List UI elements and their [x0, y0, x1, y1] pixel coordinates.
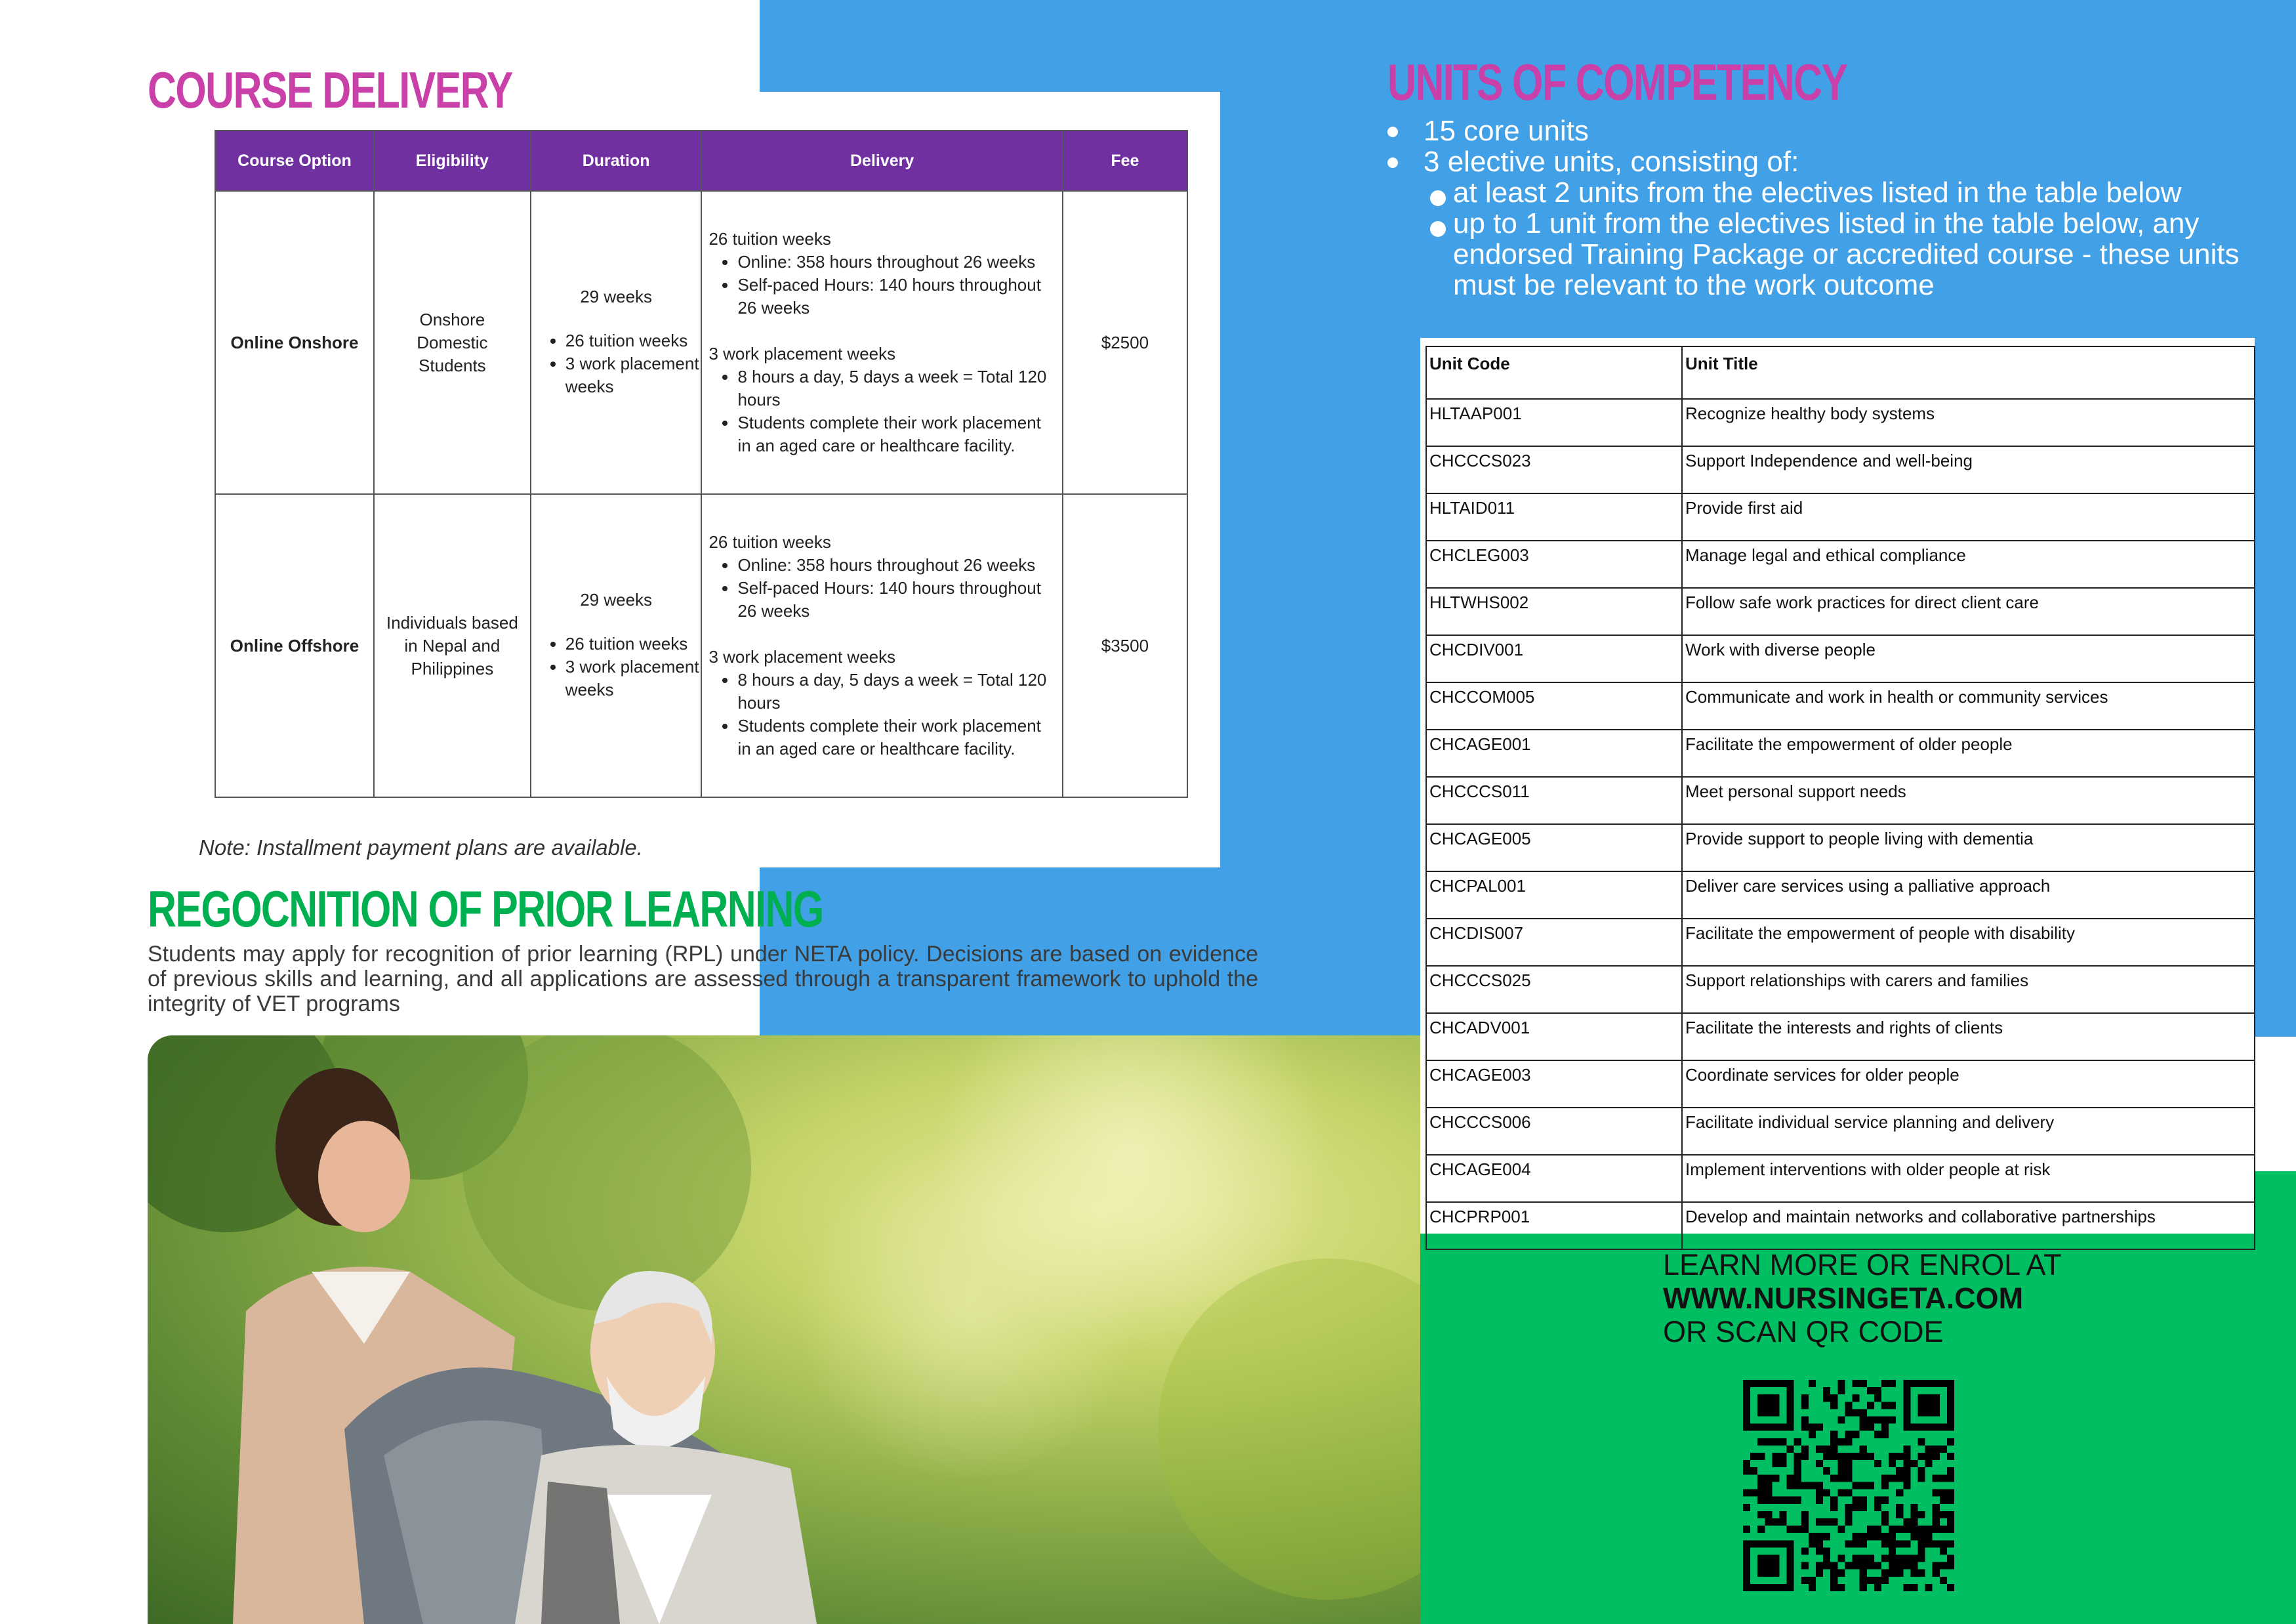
unit-code-cell: CHCLEG003 [1426, 541, 1682, 588]
unit-title-cell: Work with diverse people [1682, 635, 2255, 682]
unit-title-cell: Follow safe work practices for direct client care [1682, 588, 2255, 635]
unit-title-cell: Facilitate the empowerment of people with disability [1682, 919, 2255, 966]
eligibility-cell [374, 191, 531, 494]
table-row [1426, 682, 2255, 730]
duration-total: 29 weeks [580, 287, 653, 306]
unit-code-cell: CHCCCS023 [1426, 446, 1682, 493]
table-row [1426, 824, 2255, 871]
table-row [1426, 635, 2255, 682]
eligibility-text: Onshore Domestic Students [417, 309, 488, 375]
unit-title-cell: Communicate and work in health or community services [1682, 682, 2255, 730]
units-table [1425, 346, 2255, 1250]
unit-title-cell: Meet personal support needs [1682, 777, 2255, 824]
table-row [1426, 1013, 2255, 1060]
rpl-title: REGOCNITION OF PRIOR LEARNING [148, 880, 823, 938]
table-row [1426, 446, 2255, 493]
list-item: • 3 work placement weeks [565, 352, 701, 398]
unit-title-cell: Implement interventions with older people at risk [1682, 1155, 2255, 1202]
unit-code-cell: CHCDIV001 [1426, 635, 1682, 682]
unit-title-cell: Support relationships with carers and families [1682, 966, 2255, 1013]
table-row [1426, 919, 2255, 966]
table-row [1426, 1155, 2255, 1202]
rpl-description: Students may apply for recognition of prior learning (RPL) under NETA policy. Decisions are based on evidence of previous skills and learning, and all applications are assessed through a transparent framework to uphold the integrity of VET programs [148, 942, 1258, 1016]
table-row [1426, 871, 2255, 919]
qr-code-icon[interactable] [1743, 1380, 1954, 1591]
list-item: • 8 hours a day, 5 days a week = Total 120 hours [737, 669, 1055, 715]
eligibility-cell [374, 494, 531, 797]
table-row [1426, 493, 2255, 541]
course-delivery-table [215, 130, 1188, 798]
unit-title-cell: Deliver care services using a palliative approach [1682, 871, 2255, 919]
course-delivery-title: COURSE DELIVERY [148, 61, 512, 119]
list-item: • Online: 358 hours throughout 26 weeks [737, 554, 1055, 577]
unit-title-cell: Provide first aid [1682, 493, 2255, 541]
table-row [1426, 1202, 2255, 1249]
fee-cell: $3500 [1063, 494, 1187, 797]
tuition-list [708, 251, 1055, 320]
unit-title-cell: Facilitate the empowerment of older people [1682, 730, 2255, 777]
unit-code-cell: CHCCOM005 [1426, 682, 1682, 730]
unit-code-cell: CHCCCS006 [1426, 1108, 1682, 1155]
placement-heading: 3 work placement weeks [708, 344, 896, 364]
unit-code-cell: HLTAAP001 [1426, 399, 1682, 446]
installment-note: Note: Installment payment plans are available. [199, 835, 643, 860]
course-delivery-card [148, 92, 1220, 867]
unit-title-cell: Develop and maintain networks and collaborative partnerships [1682, 1202, 2255, 1249]
units-of-competency-title: UNITS OF COMPETENCY [1387, 53, 1847, 111]
list-item: at least 2 units from the electives listed in the table below [1387, 177, 2260, 208]
header-eligibility: Eligibility [374, 131, 531, 191]
table-row [1426, 730, 2255, 777]
unit-title-cell: Support Independence and well-being [1682, 446, 2255, 493]
list-item: • 3 work placement weeks [565, 656, 701, 701]
duration-list [531, 329, 701, 398]
header-unit-title: Unit Title [1682, 346, 2255, 399]
course-option-cell: Online Onshore [215, 191, 374, 494]
table-row [215, 191, 1187, 494]
unit-code-cell: CHCAGE001 [1426, 730, 1682, 777]
list-item: • Self-paced Hours: 140 hours throughout 26 weeks [737, 274, 1055, 320]
header-duration: Duration [531, 131, 702, 191]
header-unit-code: Unit Code [1426, 346, 1682, 399]
website-link[interactable]: WWW.NURSINGETA.COM [1663, 1281, 2024, 1315]
unit-code-cell: CHCAGE004 [1426, 1155, 1682, 1202]
unit-title-cell: Recognize healthy body systems [1682, 399, 2255, 446]
list-item: 15 core units [1387, 115, 2260, 146]
table-row [1426, 777, 2255, 824]
unit-code-cell: CHCCCS025 [1426, 966, 1682, 1013]
unit-title-cell: Facilitate individual service planning and delivery [1682, 1108, 2255, 1155]
tuition-heading: 26 tuition weeks [708, 532, 831, 552]
unit-code-cell: CHCAGE005 [1426, 824, 1682, 871]
list-item: • Students complete their work placement in an aged care or healthcare facility. [737, 411, 1055, 457]
table-row [1426, 399, 2255, 446]
table-row [1426, 541, 2255, 588]
list-item: • Students complete their work placement in an aged care or healthcare facility. [737, 715, 1055, 760]
scan-line: OR SCAN QR CODE [1663, 1315, 1944, 1348]
tuition-list [708, 554, 1055, 623]
enrol-block [1663, 1248, 2062, 1348]
placement-list [708, 365, 1055, 457]
course-option-cell: Online Offshore [215, 494, 374, 797]
unit-title-cell: Provide support to people living with dementia [1682, 824, 2255, 871]
units-table-card [1420, 338, 2255, 1234]
list-item: • 26 tuition weeks [565, 633, 701, 656]
unit-code-cell: CHCCCS011 [1426, 777, 1682, 824]
list-item: • Self-paced Hours: 140 hours throughout 26 weeks [737, 577, 1055, 623]
unit-code-cell: CHCPRP001 [1426, 1202, 1682, 1249]
header-delivery: Delivery [701, 131, 1062, 191]
fee-cell: $2500 [1063, 191, 1187, 494]
duration-total: 29 weeks [580, 590, 653, 610]
unit-code-cell: CHCPAL001 [1426, 871, 1682, 919]
header-course-option: Course Option [215, 131, 374, 191]
enrol-line: LEARN MORE OR ENROL AT [1663, 1248, 2062, 1281]
header-fee: Fee [1063, 131, 1187, 191]
duration-cell [531, 191, 702, 494]
table-row [1426, 588, 2255, 635]
unit-code-cell: CHCAGE003 [1426, 1060, 1682, 1108]
unit-title-cell: Facilitate the interests and rights of clients [1682, 1013, 2255, 1060]
delivery-cell [701, 494, 1062, 797]
delivery-cell [701, 191, 1062, 494]
eligibility-text: Individuals based in Nepal and Philippines [386, 612, 518, 678]
unit-code-cell: CHCDIS007 [1426, 919, 1682, 966]
table-row [215, 494, 1187, 797]
unit-title-cell: Manage legal and ethical compliance [1682, 541, 2255, 588]
unit-code-cell: HLTAID011 [1426, 493, 1682, 541]
table-row [1426, 1060, 2255, 1108]
table-row [1426, 1108, 2255, 1155]
photo-illustration [148, 1035, 1420, 1624]
table-row [1426, 966, 2255, 1013]
list-item: • 8 hours a day, 5 days a week = Total 120 hours [737, 365, 1055, 411]
units-summary-list [1387, 115, 2260, 301]
list-item: • 26 tuition weeks [565, 329, 701, 352]
unit-code-cell: CHCADV001 [1426, 1013, 1682, 1060]
list-item: 3 elective units, consisting of: [1387, 146, 2260, 177]
duration-cell [531, 494, 702, 797]
nurse-with-elderly-man-photo [148, 1035, 1420, 1624]
placement-heading: 3 work placement weeks [708, 647, 896, 667]
tuition-heading: 26 tuition weeks [708, 229, 831, 249]
list-item: • Online: 358 hours throughout 26 weeks [737, 251, 1055, 274]
placement-list [708, 669, 1055, 760]
unit-code-cell: HLTWHS002 [1426, 588, 1682, 635]
duration-list [531, 633, 701, 701]
list-item: up to 1 unit from the electives listed in the table below, any endorsed Training Package or accredited course - these units must be relevant to the work outcome [1387, 208, 2260, 301]
unit-title-cell: Coordinate services for older people [1682, 1060, 2255, 1108]
